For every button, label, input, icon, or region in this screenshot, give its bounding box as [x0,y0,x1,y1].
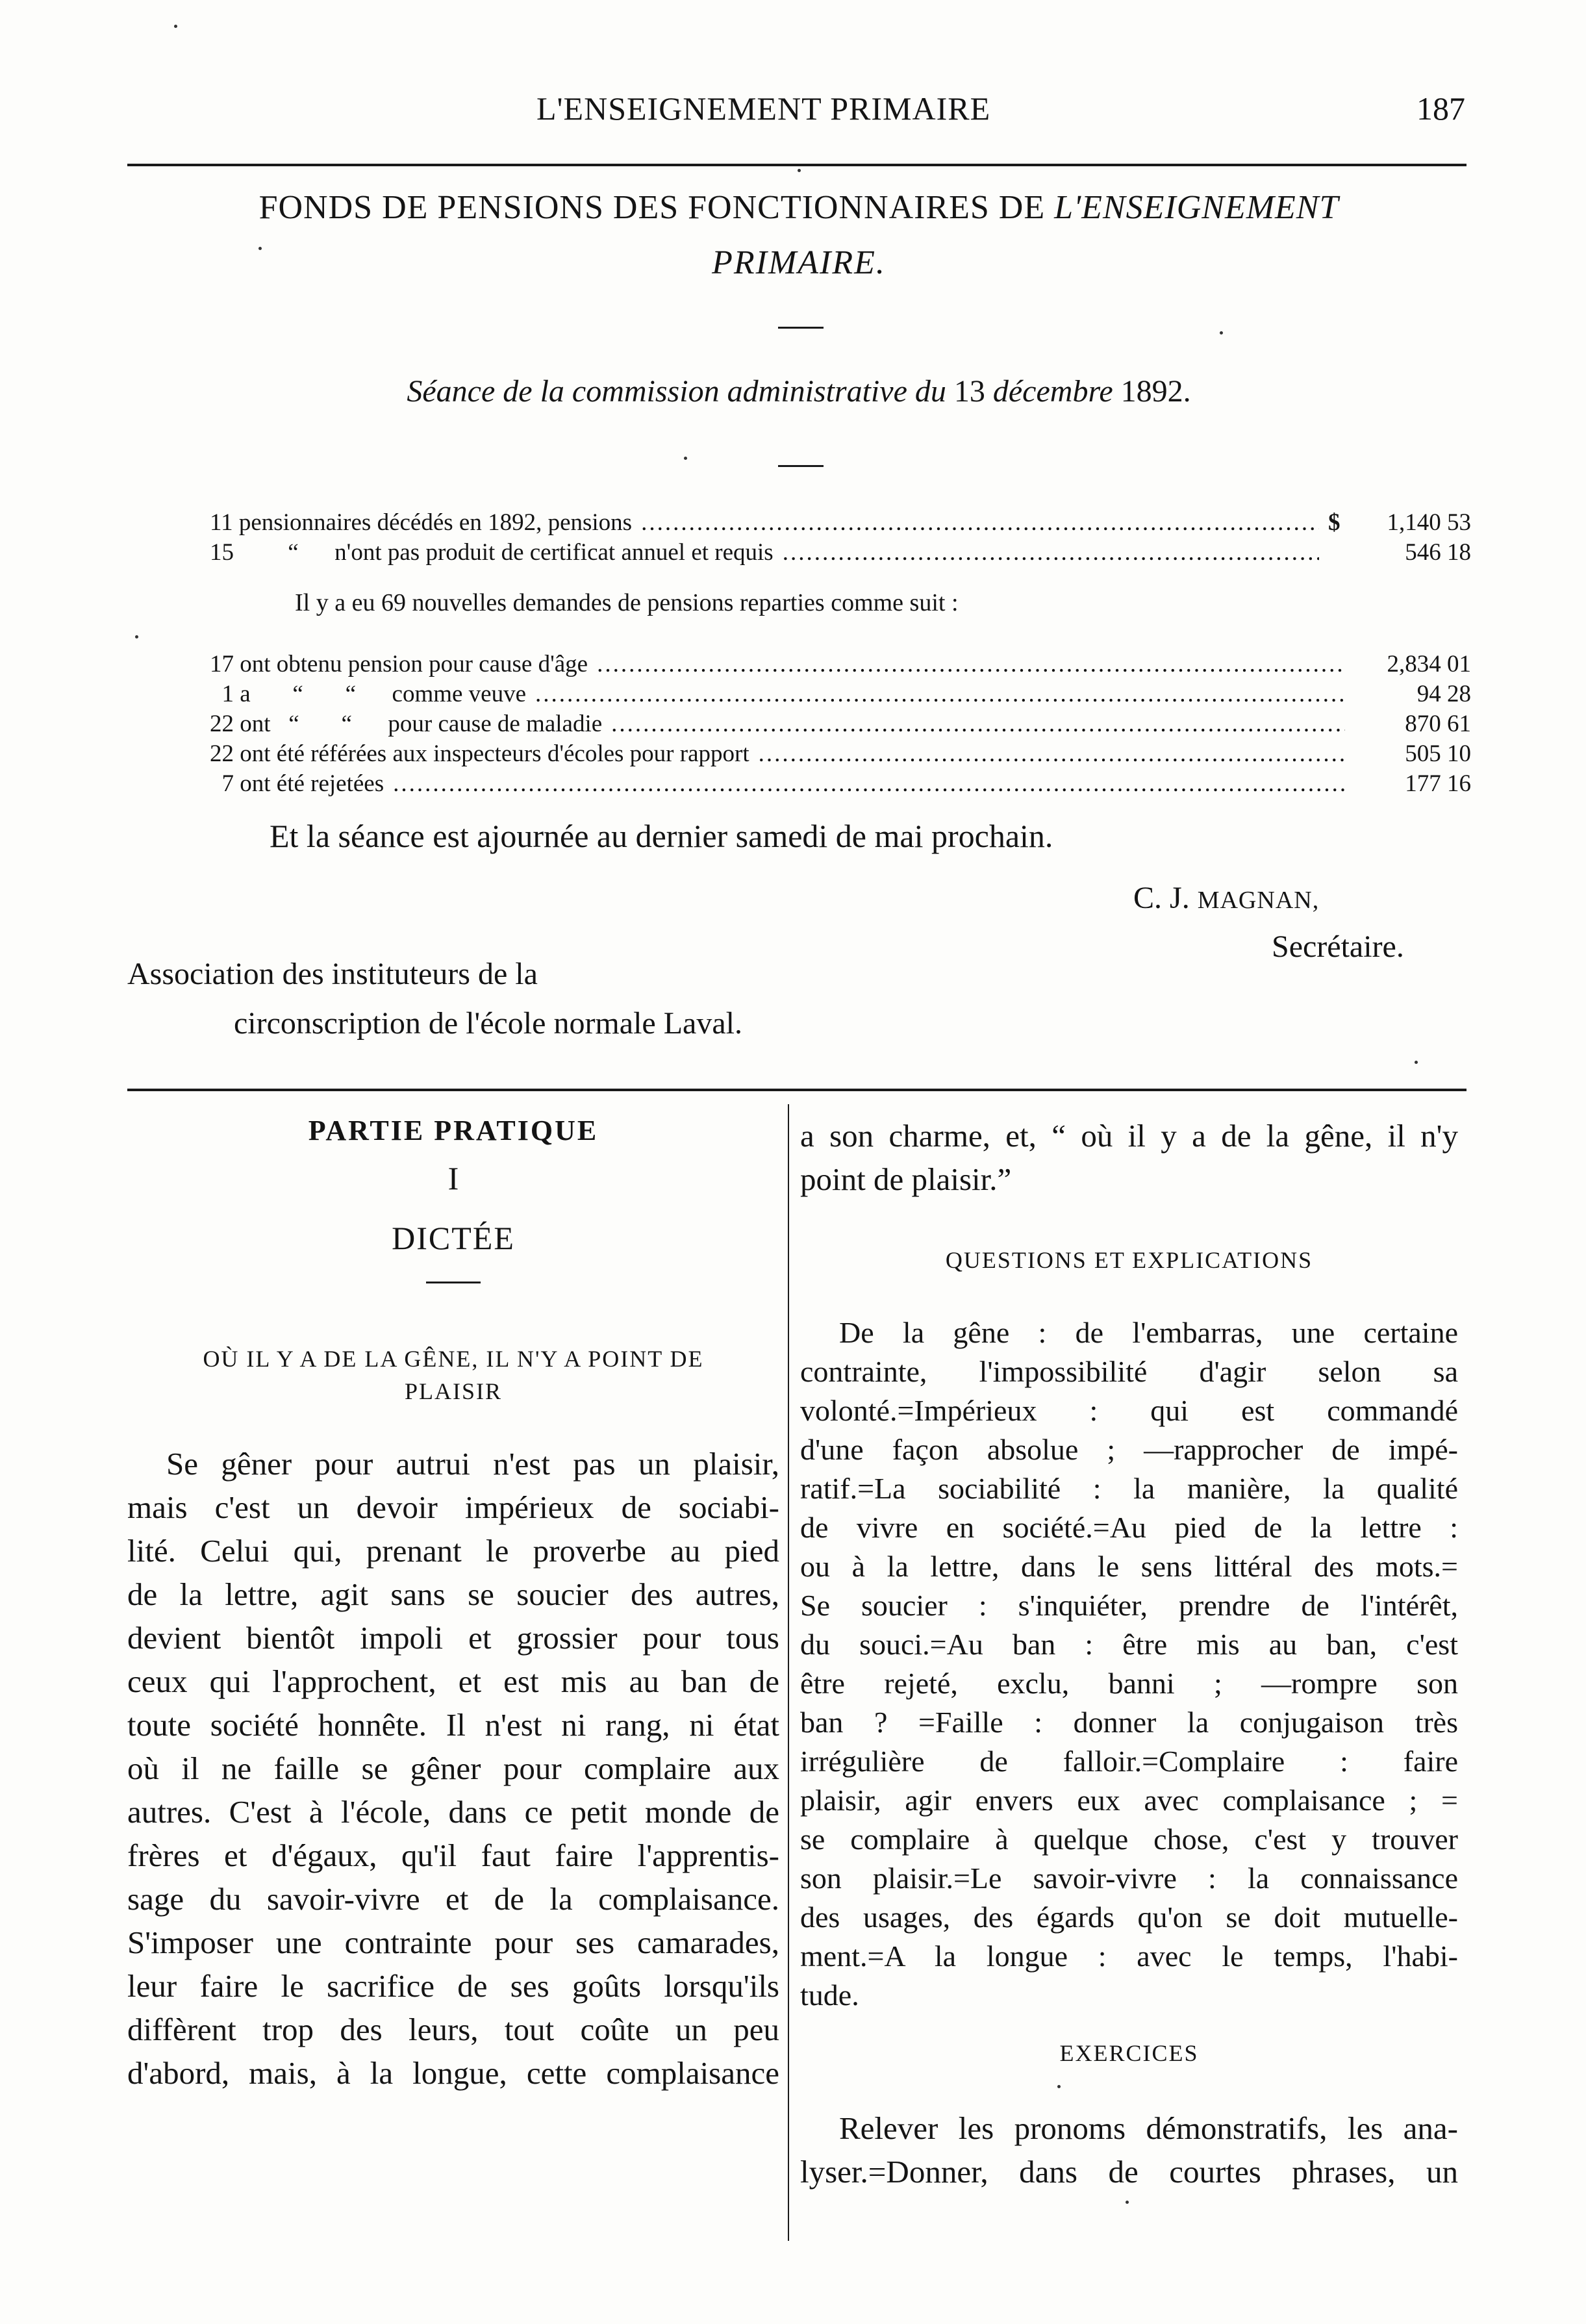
text-line: autres. C'est à l'école, dans ce petit monde de [127,1794,779,1830]
text-line: a son charme, et, “ où il y a de la gêne, il n'y [800,1118,1458,1154]
explanations [800,1313,1458,2015]
seance-heading [130,373,1468,409]
text-line: tude. [800,1978,859,2012]
ledger-row [210,769,1471,799]
text-line: d'une façon absolue ; —rapprocher de impé- [800,1433,1458,1466]
running-title: L'ENSEIGNEMENT PRIMAIRE [536,90,991,127]
roman-numeral: I [447,1160,459,1196]
text-line: De la gêne : de l'embarras, une certaine [839,1316,1458,1349]
dictee-text [127,1442,779,2095]
seance-month: décembre [992,374,1113,409]
text-line: point de plaisir.” [800,1161,1012,1197]
right-column [800,1114,1458,2193]
left-headings [127,1114,779,1405]
text-line: irrégulière de falloir.=Complaire : faire [800,1745,1458,1778]
print-speck [174,25,177,28]
ledger-top [210,508,1471,568]
text-line: S'imposer une contrainte pour ses camarades, [127,1925,779,1960]
signature-surname: MAGNAN, [1197,887,1320,914]
ledger-row [210,709,1471,739]
ledger-amount: 94 28 [1416,681,1471,707]
text-line: où il ne faille se gêner pour complaire aux [127,1750,779,1786]
text-line: de la lettre, agit sans se soucier des autres, [127,1576,779,1612]
ledger-amount: 177 16 [1405,770,1471,797]
association-line1: Association des instituteurs de la [127,957,538,991]
text-line: leur faire le sacrifice de ses goûts lorsqu'ils [127,1968,779,2004]
ledger-label: 15 “ n'ont pas produit de certificat annuel et requis [210,539,774,566]
currency-symbol: $ [1328,509,1341,536]
text-line: ban ? =Faille : donner la conjugaison très [800,1706,1458,1739]
text-line: être rejeté, exclu, banni ; —rompre son [800,1667,1458,1700]
ledger-label: 17 ont obtenu pension pour cause d'âge [210,651,588,677]
leader-dots [611,709,1345,739]
signature [1133,880,1319,916]
demandes-line: Il y a eu 69 nouvelles demandes de pensions reparties comme suit : [295,589,959,616]
text-line: lyser.=Donner, dans de courtes phrases, un [800,2154,1458,2190]
leader-dots [759,739,1345,769]
header-rule [127,164,1466,166]
print-speck [1057,2085,1061,2088]
section-title: PARTIE PRATIQUE [308,1115,599,1146]
print-speck [258,247,262,250]
seance-text: Séance de la commission administrative du [407,374,946,409]
ledger-amount: 1,140 53 [1387,509,1471,536]
pension-title-text: FONDS DE PENSIONS DES FONCTIONNAIRES DE [258,189,1046,226]
ledger-amount: 2,834 01 [1387,651,1471,677]
text-line: de vivre en société.=Au pied de la lettre : [800,1511,1458,1544]
ledger-amount: 546 18 [1405,539,1471,566]
dictee-title-line1: OÙ IL Y A DE LA GÊNE, IL N'Y A POINT DE [203,1346,704,1372]
title-dash [778,327,824,329]
ledger-label: 22 ont été référées aux inspecteurs d'écoles pour rapport [210,740,749,767]
print-speck [1220,331,1223,335]
text-line: diffèrent trop des leurs, tout coûte un peu [127,2012,779,2047]
print-speck [1415,1061,1418,1064]
leader-dots [783,538,1319,568]
text-line: ceux qui l'approchent, et est mis au ban de [127,1663,779,1699]
ledger-label: 1 a “ “ comme veuve [210,681,527,707]
print-speck [684,457,687,460]
text-line: se complaire à quelque chose, c'est y trouver [800,1823,1458,1856]
text-line: du souci.=Au ban : être mis au ban, c'est [800,1628,1458,1661]
text-line: lité. Celui qui, prenant le proverbe au pied [127,1533,779,1569]
leader-dots [641,508,1319,538]
pension-title-italic: L'ENSEIGNEMENT [1054,189,1339,226]
signature-role: Secrétaire. [1272,929,1404,964]
leader-dots [535,679,1345,709]
text-line: frères et d'égaux, qu'il faut faire l'apprentis- [127,1838,779,1873]
text-line: ou à la lettre, dans le sens littéral des mots.= [800,1550,1458,1583]
section-rule [127,1089,1466,1091]
exercises-heading: EXERCICES [1059,2040,1199,2066]
leader-dots [597,650,1345,679]
seance-year: 1892. [1120,374,1191,409]
text-line: mais c'est un devoir impérieux de sociabi- [127,1489,779,1525]
leader-dots [393,769,1345,799]
text-line: ratif.=La sociabilité : la manière, la qualité [800,1472,1458,1505]
ledger-row [210,508,1471,538]
text-line: Relever les pronoms démonstratifs, les ana- [839,2110,1458,2146]
ledger-row [210,679,1471,709]
dictee-dash [426,1282,481,1283]
text-line: ment.=A la longue : avec le temps, l'habi- [800,1939,1458,1973]
text-line: son plaisir.=Le savoir-vivre : la connaissance [800,1862,1458,1895]
ledger-row [210,650,1471,679]
dictee-title-line2: PLAISIR [404,1378,503,1404]
text-line: des usages, des égards qu'on se doit mutuelle- [800,1901,1458,1934]
page-number: 187 [1416,90,1465,127]
text-line: contrainte, l'impossibilité d'agir selon sa [800,1355,1458,1388]
text-line: Se soucier : s'inquiéter, prendre de l'intérêt, [800,1589,1458,1622]
text-line: devient bientôt impoli et grossier pour tous [127,1620,779,1656]
pension-title-line1 [130,188,1468,227]
text-line: toute société honnête. Il n'est ni rang, ni état [127,1707,779,1743]
questions-heading: QUESTIONS ET EXPLICATIONS [945,1247,1313,1273]
association-line2: circonscription de l'école normale Laval. [234,1006,742,1041]
seance-day: 13 [953,374,985,409]
ledger-label: 7 ont été rejetées [210,770,384,797]
text-line: plaisir, agir envers eux avec complaisance ; = [800,1784,1458,1817]
ledger-amount: 870 61 [1405,711,1471,737]
ledger-amount: 505 10 [1405,740,1471,767]
text-line: volonté.=Impérieux : qui est commandé [800,1394,1458,1427]
column-divider [788,1104,789,2241]
ledger-bottom [210,650,1471,799]
seance-dash [778,465,824,467]
closing-line: Et la séance est ajournée au dernier samedi de mai prochain. [270,818,1053,854]
text-line: sage du savoir-vivre et de la complaisance. [127,1881,779,1917]
text-line: d'abord, mais, à la longue, cette complaisance [127,2055,779,2091]
text-line: Se gêner pour autrui n'est pas un plaisir, [166,1446,779,1482]
print-speck [135,635,138,638]
pension-title-line2: PRIMAIRE. [712,244,886,281]
ledger-row [210,739,1471,769]
dictee-heading: DICTÉE [392,1220,515,1256]
print-speck [798,169,801,172]
print-speck [1126,2201,1129,2204]
ledger-row [210,538,1471,568]
running-header [127,90,1465,129]
ledger-label: 11 pensionnaires décédés en 1892, pensions [210,509,633,536]
signature-initials: C. J. [1133,881,1190,915]
ledger-label: 22 ont “ “ pour cause de maladie [210,711,603,737]
